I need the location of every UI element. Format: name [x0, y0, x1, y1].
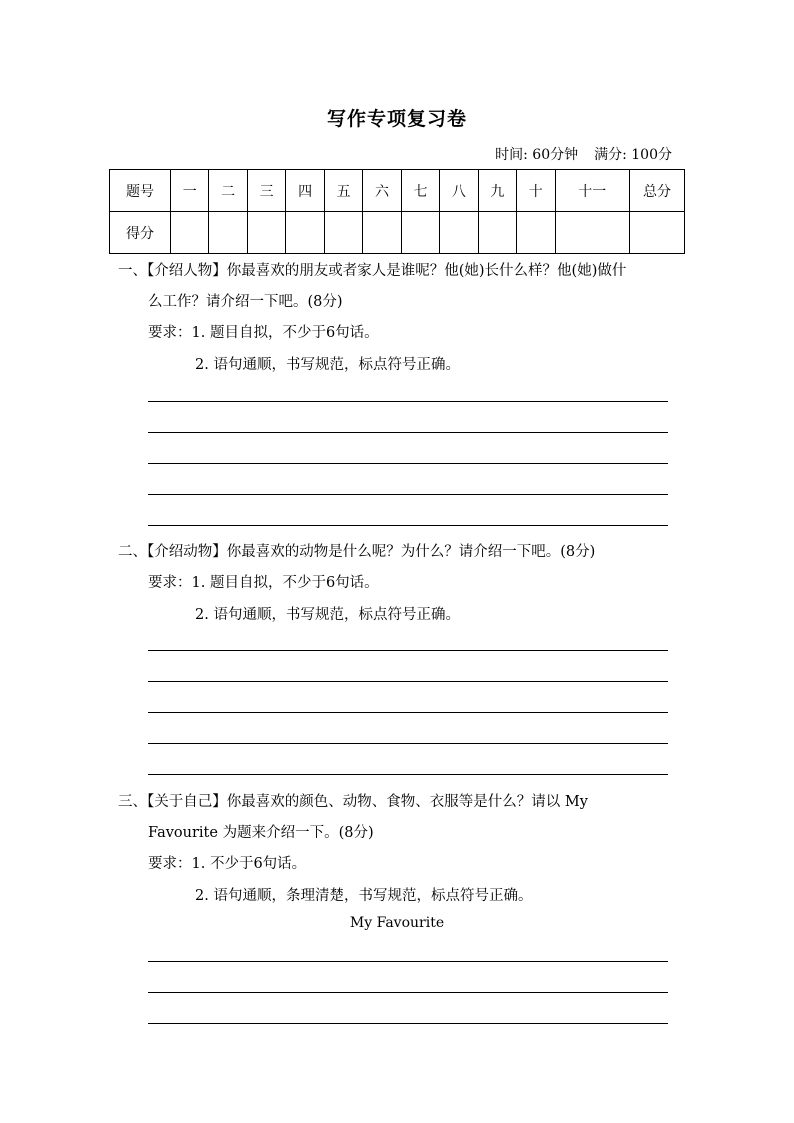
- score-cell[interactable]: [209, 212, 247, 254]
- score-cell[interactable]: [401, 212, 439, 254]
- q2-writing-line[interactable]: [148, 650, 668, 651]
- q3-writing-line[interactable]: [148, 961, 668, 962]
- q2-writing-line[interactable]: [148, 743, 668, 744]
- q3-writing-line[interactable]: [148, 1023, 668, 1024]
- exam-meta: [495, 144, 672, 164]
- score-cell[interactable]: [171, 212, 209, 254]
- score-col-10: 十: [517, 170, 555, 212]
- score-col-11: 十一: [555, 170, 629, 212]
- q1-writing-line[interactable]: [148, 432, 668, 433]
- score-cell[interactable]: [555, 212, 629, 254]
- q2-prompt-line1: 二、【介绍动物】你最喜欢的动物是什么呢？为什么？请介绍一下吧。(8分): [118, 544, 596, 560]
- score-col-1: 一: [171, 170, 209, 212]
- score-cell[interactable]: [286, 212, 324, 254]
- score-col-6: 六: [363, 170, 401, 212]
- q1-writing-line[interactable]: [148, 401, 668, 402]
- score-cell-total[interactable]: [630, 212, 685, 254]
- q1-prompt-line1: 一、【介绍人物】你最喜欢的朋友或者家人是谁呢？他(她)长什么样？他(她)做什: [118, 263, 627, 279]
- score-table-row-label: 得分: [110, 212, 171, 254]
- score-col-8: 八: [440, 170, 478, 212]
- q1-writing-line[interactable]: [148, 525, 668, 526]
- q3-prompt-line1: 三、【关于自己】你最喜欢的颜色、动物、食物、衣服等是什么？请以 My: [118, 794, 588, 810]
- q2-writing-line[interactable]: [148, 712, 668, 713]
- q3-prompt-line2: Favourite 为题来介绍一下。(8分): [148, 825, 374, 841]
- q2-writing-line[interactable]: [148, 681, 668, 682]
- score-table-score-row: [110, 212, 685, 254]
- score-cell[interactable]: [363, 212, 401, 254]
- q1-writing-line[interactable]: [148, 494, 668, 495]
- q2-requirement-1: 要求：1. 题目自拟，不少于6句话。: [148, 575, 379, 591]
- score-table-header-row: [110, 170, 685, 212]
- score-cell[interactable]: [440, 212, 478, 254]
- score-col-2: 二: [209, 170, 247, 212]
- score-cell[interactable]: [517, 212, 555, 254]
- q1-writing-line[interactable]: [148, 463, 668, 464]
- score-cell[interactable]: [478, 212, 516, 254]
- score-col-7: 七: [401, 170, 439, 212]
- q1-requirement-2: 2. 语句通顺，书写规范，标点符号正确。: [195, 357, 460, 373]
- score-table-header-label: 题号: [110, 170, 171, 212]
- q1-prompt-line2: 么工作？请介绍一下吧。(8分): [148, 294, 343, 310]
- score-col-4: 四: [286, 170, 324, 212]
- score-table: [109, 169, 685, 254]
- score-cell[interactable]: [247, 212, 285, 254]
- time-limit: 时间: 60分钟: [495, 147, 579, 163]
- page-title: 写作专项复习卷: [326, 108, 467, 130]
- score-col-9: 九: [478, 170, 516, 212]
- q3-essay-title: My Favourite: [349, 915, 445, 931]
- score-col-5: 五: [324, 170, 362, 212]
- score-col-3: 三: [247, 170, 285, 212]
- full-score: 满分: 100分: [594, 147, 672, 163]
- q3-writing-line[interactable]: [148, 992, 668, 993]
- q3-requirement-1: 要求：1. 不少于6句话。: [148, 856, 307, 872]
- score-col-total: 总分: [630, 170, 685, 212]
- q2-writing-line[interactable]: [148, 774, 668, 775]
- q2-requirement-2: 2. 语句通顺，书写规范，标点符号正确。: [195, 607, 460, 623]
- q1-requirement-1: 要求：1. 题目自拟，不少于6句话。: [148, 325, 379, 341]
- q3-requirement-2: 2. 语句通顺，条理清楚，书写规范，标点符号正确。: [195, 888, 533, 904]
- score-cell[interactable]: [324, 212, 362, 254]
